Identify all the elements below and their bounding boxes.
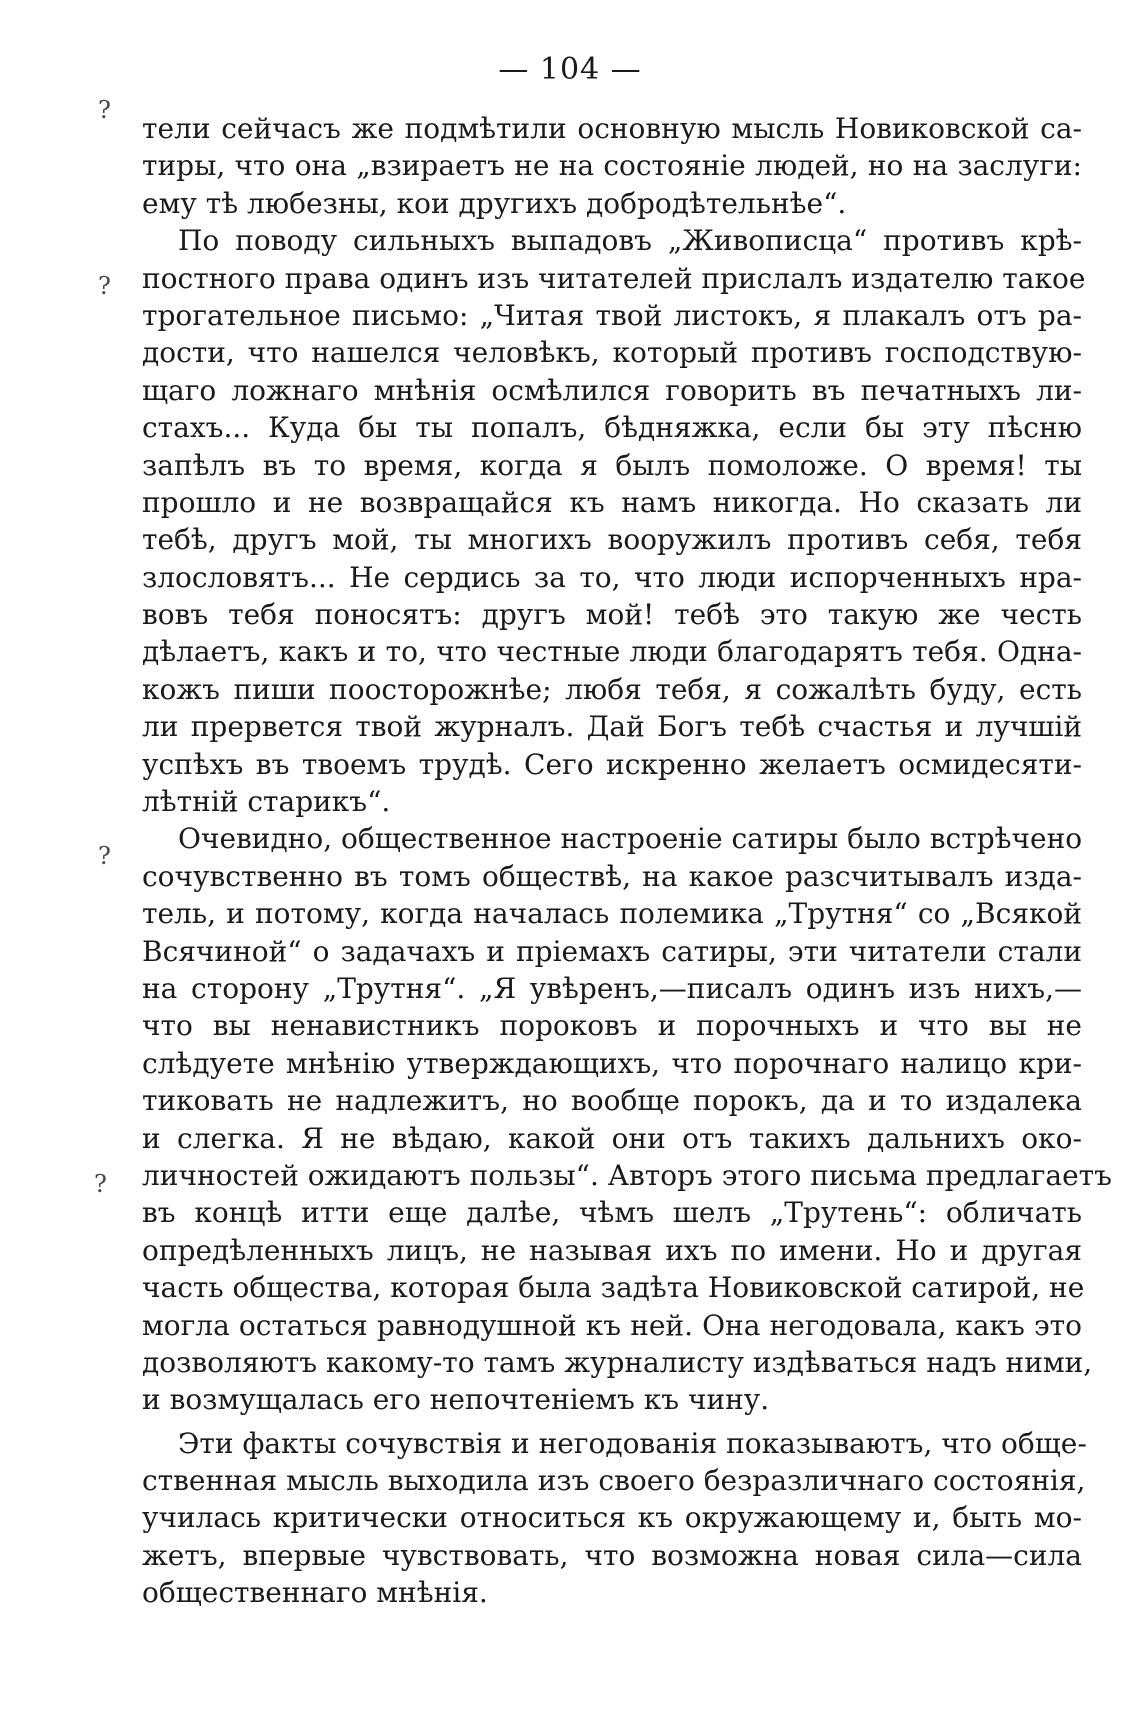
text-line: на сторону „Трутня“. „Я увѣренъ,—писалъ одинъ изъ нихъ,— [142,971,1082,1005]
paragraph [142,1425,1087,1612]
text-line: Очевидно, общественное настроеніе сатиры было встрѣчено [178,822,1083,856]
text-line: ему тѣ любезны, кои другихъ добродѣтельнѣе“. [142,186,847,220]
paragraph [142,110,1082,222]
text-line: запѣлъ въ то время, когда я былъ помоложе. О время! ты [142,448,1082,482]
text-line: жетъ, впервые чувствовать, что возможна новая сила—сила [142,1538,1082,1572]
text-line: слѣдуете мнѣнію утверждающихъ, что порочнаго налицо кри- [142,1046,1082,1080]
text-line: часть общества, которая была задѣта Новиковской сатирой, не [142,1271,1085,1305]
text-line: тиры, что она „взираетъ не на состояніе людей, но на заслуги: [142,149,1082,183]
text-line: вовъ тебя поносятъ: другъ мой! тебѣ это такую же честь [142,598,1082,632]
text-line: дости, что нашелся человѣкъ, который противъ господствую- [142,336,1082,370]
text-line: тели сейчасъ же подмѣтили основную мысль Новиковской са- [142,112,1082,145]
text-line: злословятъ... Не сердись за то, что люди испорченныхъ нра- [142,560,1082,594]
margin-question-mark: ? [94,1170,107,1198]
text-line: тиковать не надлежитъ, но вообще порокъ, да и то издалека [142,1084,1082,1118]
paragraph [142,820,1112,1418]
text-line: дозволяютъ какому-то тамъ журналисту издѣваться надъ ними, [142,1345,1093,1379]
text-line: ли прервется твой журналъ. Дай Богъ тебѣ счастья и лучшій [142,710,1082,744]
paragraph [142,222,1086,820]
text-line: Эти факты сочувствія и негодованія показываютъ, что обще- [178,1426,1087,1460]
text-line: прошло и не возвращайся къ намъ никогда. Но сказать ли [142,485,1082,519]
text-line: общественнаго мнѣнія. [142,1576,488,1610]
text-line: дѣлаетъ, какъ и то, что честные люди благодарятъ тебя. Одна- [142,635,1082,669]
margin-question-mark: ? [98,96,111,124]
body-text [142,110,1112,1612]
text-line: лѣтній старикъ“. [142,785,391,819]
text-line: что вы ненавистникъ пороковъ и порочныхъ и что вы не [142,1009,1082,1043]
page-number: — 104 — [498,52,642,87]
text-line: могла остаться равнодушной къ ней. Она негодовала, какъ это [142,1308,1082,1342]
text-line: тебѣ, другъ мой, ты многихъ вооружилъ противъ себя, тебя [142,523,1082,557]
text-line: успѣхъ въ твоемъ трудѣ. Сего искренно желаетъ осмидесяти- [142,747,1082,781]
text-line: трогательное письмо: „Читая твой листокъ, я плакалъ отъ ра- [142,298,1082,332]
margin-question-mark: ? [98,842,111,870]
text-line: постного права одинъ изъ читателей прислалъ издателю такое [142,261,1086,295]
text-line: училась критически относиться къ окружающему и, быть мо- [142,1501,1082,1535]
text-line: и слегка. Я не вѣдаю, какой они отъ такихъ дальнихъ око- [142,1121,1082,1155]
text-line: личностей ожидаютъ пользы“. Авторъ этого письма предлагаетъ [142,1158,1112,1192]
text-line: въ концѣ итти еще далѣе, чѣмъ шелъ „Трутень“: обличать [142,1196,1082,1230]
text-line: опредѣленныхъ лицъ, не называя ихъ по имени. Но и другая [142,1233,1082,1267]
text-line: и возмущалась его непочтеніемъ къ чину. [142,1383,770,1417]
margin-question-mark: ? [98,272,111,300]
text-line: стахъ... Куда бы ты попалъ, бѣдняжка, если бы эту пѣсню [142,411,1082,445]
text-line: Всячиной“ о задачахъ и пріемахъ сатиры, эти читатели стали [142,934,1082,968]
text-line: щаго ложнаго мнѣнія осмѣлился говорить въ печатныхъ ли- [142,373,1082,407]
text-line: тель, и потому, когда началась полемика „Трутня“ со „Всякой [142,897,1082,931]
text-line: По поводу сильныхъ выпадовъ „Живописца“ противъ крѣ- [178,224,1082,258]
text-line: кожъ пиши поосторожнѣе; любя тебя, я сожалѣть буду, есть [142,672,1082,706]
text-line: ственная мысль выходила изъ своего безразличнаго состоянія, [142,1464,1086,1498]
text-line: сочувственно въ томъ обществѣ, на какое разсчитывалъ изда- [142,859,1082,893]
